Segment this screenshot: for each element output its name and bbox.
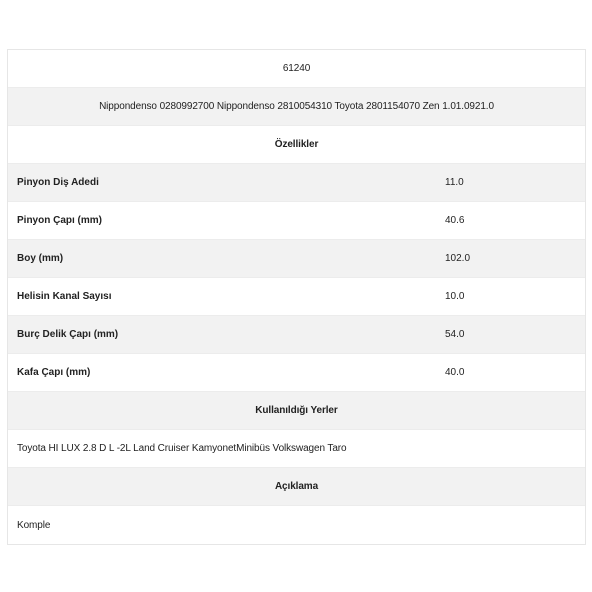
usage-row <box>8 430 585 468</box>
spec-value: 10.0 <box>445 291 465 302</box>
spec-value: 40.0 <box>445 367 465 378</box>
product-code-row <box>8 50 585 88</box>
usage-header: Kullanıldığı Yerler <box>255 405 338 416</box>
spec-row <box>8 278 585 316</box>
specs-header: Özellikler <box>274 139 319 150</box>
spec-value: 102.0 <box>445 253 471 264</box>
usage-header-row <box>8 392 585 430</box>
spec-row <box>8 202 585 240</box>
description-header: Açıklama <box>274 481 319 492</box>
description-row <box>8 506 585 544</box>
spec-label: Pinyon Diş Adedi <box>17 177 99 188</box>
spec-value: 54.0 <box>445 329 465 340</box>
spec-label: Kafa Çapı (mm) <box>17 367 91 378</box>
spec-row <box>8 316 585 354</box>
cross-reference-row <box>8 88 585 126</box>
spec-row <box>8 164 585 202</box>
spec-label: Boy (mm) <box>17 253 64 264</box>
cross-references: Nippondenso 0280992700 Nippondenso 2810054310 Toyota 2801154070 Zen 1.01.0921.0 <box>99 101 494 112</box>
spec-label: Pinyon Çapı (mm) <box>17 215 103 226</box>
spec-row <box>8 240 585 278</box>
spec-value: 40.6 <box>445 215 465 226</box>
description-text: Komple <box>17 519 51 531</box>
usage-text: Toyota HI LUX 2.8 D L -2L Land Cruiser KamyonetMinibüs Volkswagen Taro <box>17 443 347 454</box>
spec-label: Helisin Kanal Sayısı <box>17 291 112 302</box>
spec-row <box>8 354 585 392</box>
product-detail-table <box>7 49 586 545</box>
specs-header-row <box>8 126 585 164</box>
product-code: 61240 <box>282 63 311 74</box>
description-header-row <box>8 468 585 506</box>
spec-label: Burç Delik Çapı (mm) <box>17 329 119 340</box>
spec-value: 11.0 <box>445 177 464 188</box>
